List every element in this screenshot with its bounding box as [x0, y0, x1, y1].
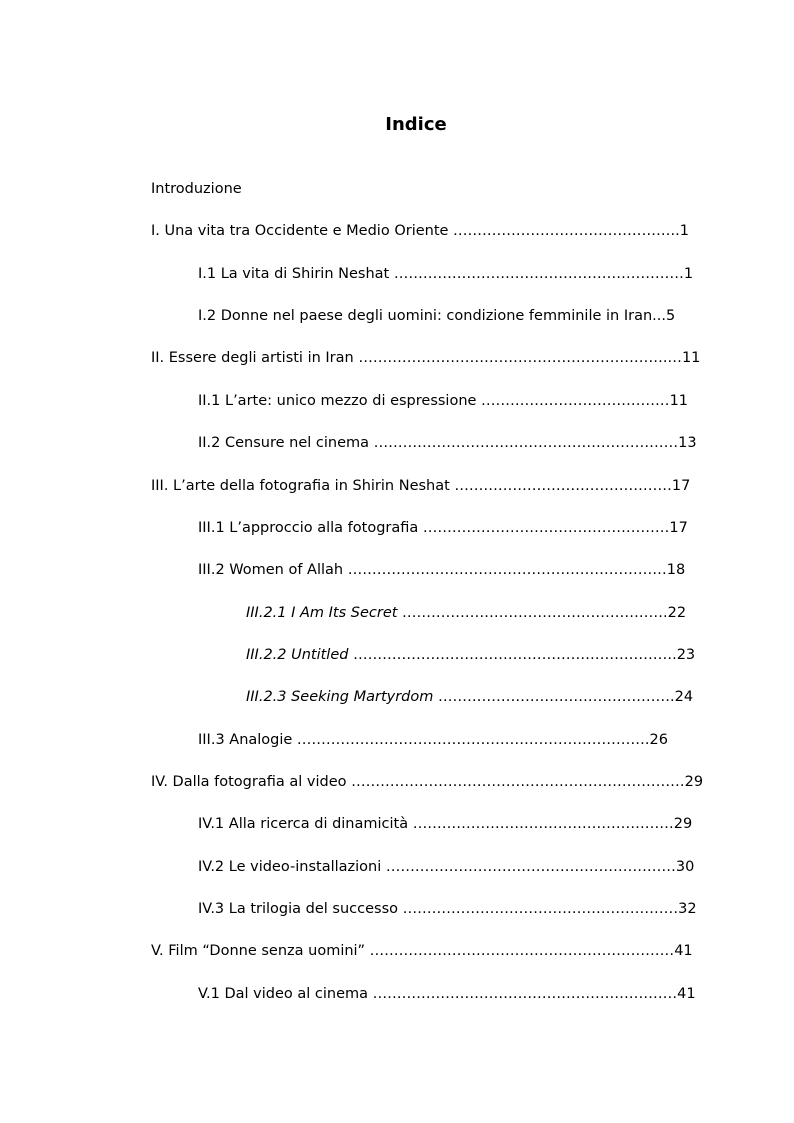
toc-entry	[198, 731, 668, 749]
toc-entry-page: 41	[674, 943, 693, 959]
toc-entry-page: 17	[671, 478, 691, 494]
toc-intro	[151, 180, 242, 198]
toc-entry-leader: …………………………………………………	[398, 901, 679, 917]
toc-entry	[151, 942, 693, 960]
toc-entry-leader: ……………………………………………………	[389, 266, 684, 282]
toc-entry-label: V.1 Dal video al cinema	[198, 986, 369, 1002]
toc-entry-label: III.3 Analogie	[198, 732, 293, 748]
toc-entry	[198, 900, 697, 918]
toc-entry-label: III.2.3 Seeking Martyrdom	[246, 689, 434, 705]
toc-entry-leader: ………………………………………………………	[368, 986, 678, 1002]
toc-entry-label: II.2 Censure nel cinema	[198, 435, 370, 451]
toc-entry-label: III.1 L’approccio alla fotografia	[198, 520, 419, 536]
toc-entry	[198, 985, 696, 1003]
toc-entry-leader: ………………………………………..	[448, 223, 680, 239]
toc-entry-page: 1	[683, 266, 694, 282]
toc-entry	[198, 519, 688, 537]
toc-entry-label: III.2.2 Untitled	[246, 647, 349, 663]
toc-entry-page: 41	[677, 986, 696, 1002]
toc-entry-page: 29	[684, 774, 704, 790]
toc-entry-leader: ………………………………………….	[433, 689, 675, 705]
toc-entry	[246, 688, 693, 706]
toc-entry	[151, 477, 690, 495]
toc-entry-page: 30	[675, 859, 695, 875]
toc-entry	[246, 646, 695, 664]
toc-entry	[198, 561, 685, 579]
toc-entry-label: IV.2 Le video-installazioni	[198, 859, 382, 875]
toc-entry-page: 5	[665, 308, 676, 324]
toc-entry-label: II.1 L’arte: unico mezzo di espressione	[198, 393, 477, 409]
toc-entry-leader: ……………………………………………………………….	[292, 732, 650, 748]
toc-entry-leader: ……………………………………………………….…	[353, 350, 682, 366]
toc-entry-leader: ...	[652, 308, 666, 324]
toc-entry-leader: ………………………………………………	[408, 816, 674, 832]
toc-entry	[198, 815, 692, 833]
toc-entry-leader: ……………………………………………………………	[346, 774, 685, 790]
toc-entry-leader: …………………………………	[476, 393, 670, 409]
toc-entry-leader: ……………………………………………………	[381, 859, 676, 875]
toc-entry-page: 1	[679, 223, 689, 239]
toc-entry-page: 32	[678, 901, 697, 917]
toc-intro-label: Introduzione	[151, 181, 242, 197]
toc-entry-label: I.1 La vita di Shirin Neshat	[198, 266, 390, 282]
toc-entry-leader: ……………………………………………….	[397, 605, 668, 621]
toc-entry-page: 13	[678, 435, 697, 451]
toc-entry-label: IV.1 Alla ricerca di dinamicità	[198, 816, 409, 832]
toc-entry	[198, 265, 693, 283]
toc-entry	[198, 858, 694, 876]
toc-entry-page: 18	[666, 562, 686, 578]
toc-entry-label: IV.3 La trilogia del successo	[198, 901, 398, 917]
toc-entry-label: IV. Dalla fotografia al video	[151, 774, 347, 790]
toc-entry	[198, 392, 688, 410]
toc-entry	[246, 604, 686, 622]
toc-entry-leader: ………………………………………………………….	[348, 647, 677, 663]
toc-entry-page: 11	[669, 393, 689, 409]
toc-entry	[151, 349, 700, 367]
toc-entry-page: 22	[667, 605, 687, 621]
toc-entry-leader: …………………………………………………………	[343, 562, 667, 578]
toc-entry-page: 23	[676, 647, 696, 663]
page-title: Indice	[385, 114, 447, 135]
toc-entry-page: 26	[649, 732, 668, 748]
toc-entry-label: III.2.1 I Am Its Secret	[246, 605, 398, 621]
toc-entry-label: II. Essere degli artisti in Iran	[151, 350, 354, 366]
toc-entry-label: III. L’arte della fotografia in Shirin Neshat	[151, 478, 450, 494]
toc-entry-label: III.2 Women of Allah	[198, 562, 344, 578]
toc-entry-leader: ………………………………………………………	[369, 435, 679, 451]
toc-entry	[151, 222, 689, 240]
toc-entry	[198, 434, 697, 452]
toc-entry-page: 24	[674, 689, 694, 705]
toc-entry-label: V. Film “Donne senza uomini”	[151, 943, 366, 959]
toc-entry-leader: ………………………………………	[449, 478, 672, 494]
toc-entry-page: 11	[681, 350, 701, 366]
toc-entry-page: 29	[673, 816, 693, 832]
toc-entry-label: I.2 Donne nel paese degli uomini: condizione femminile in Iran	[198, 308, 653, 324]
toc-entry-leader: ………………………………………………………	[365, 943, 675, 959]
toc-entry-leader: ……………………………………………	[418, 520, 670, 536]
toc-entry	[151, 773, 703, 791]
toc-entry-label: I. Una vita tra Occidente e Medio Oriente	[151, 223, 449, 239]
toc-entry-page: 17	[669, 520, 688, 536]
toc-entry	[198, 307, 675, 325]
